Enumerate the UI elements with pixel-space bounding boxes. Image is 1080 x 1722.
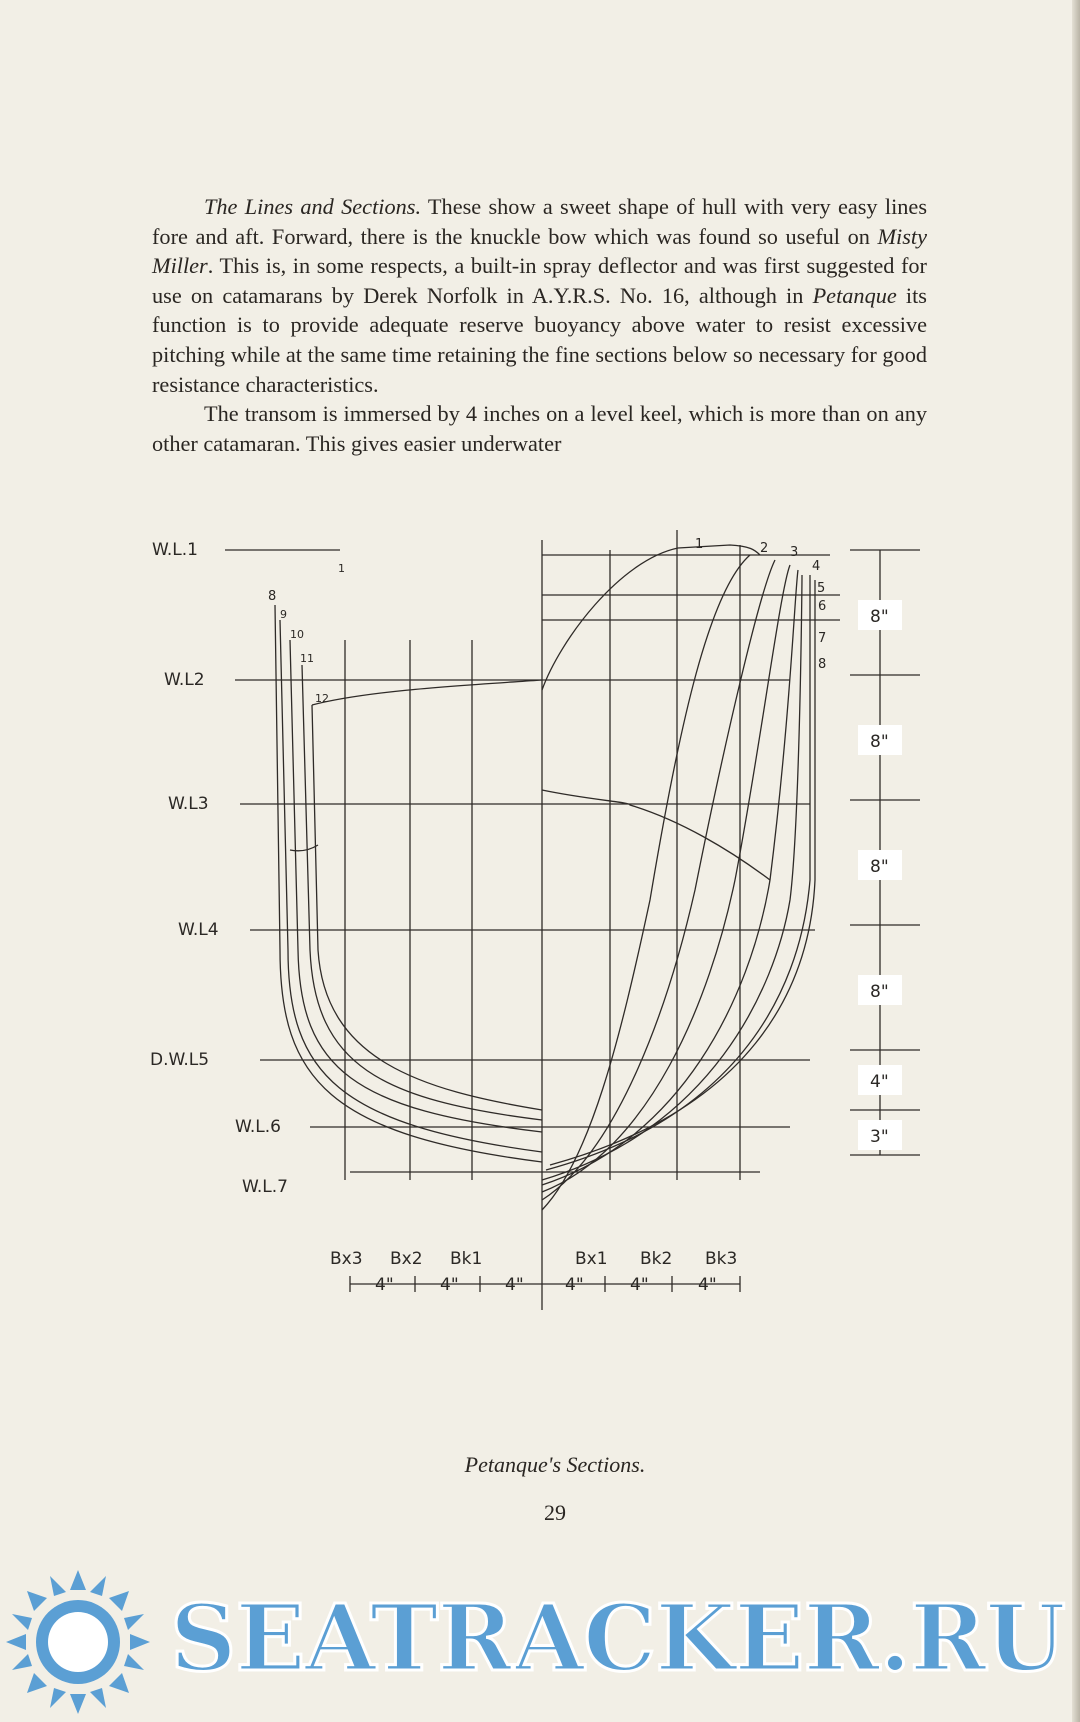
- spacing-label: 8": [870, 982, 889, 1002]
- stray-mark: 1: [338, 562, 345, 575]
- paragraph-1-italic-petanque: Petanque: [812, 282, 897, 308]
- wl-label: W.L.1: [152, 540, 198, 560]
- paragraph-1: [152, 192, 927, 399]
- station-label: 7: [818, 631, 827, 646]
- buttock-spacing: 4": [375, 1275, 394, 1295]
- spacing-label: 4": [870, 1072, 889, 1092]
- body-text: [152, 192, 927, 458]
- figure-caption: Petanque's Sections.: [464, 1452, 646, 1477]
- buttock-label: Bk3: [705, 1249, 738, 1269]
- station-label: 6: [818, 599, 827, 614]
- buttock-label: Bk1: [450, 1249, 483, 1269]
- paragraph-1-text-a: These show a sweet shape of hull with very easy lines fore and aft. Forward, there is the knuckle bow which was found so useful on: [152, 194, 927, 249]
- buttock-label: Bx2: [390, 1249, 423, 1269]
- buttock-spacing: 4": [505, 1275, 524, 1295]
- buttock-label: Bx3: [330, 1249, 363, 1269]
- station-label: 11: [300, 652, 314, 665]
- wl-label: W.L3: [168, 794, 209, 814]
- buttock-label: Bx1: [575, 1249, 608, 1269]
- station-label: 10: [290, 628, 304, 641]
- sun-icon: [6, 1570, 150, 1714]
- wl-label: W.L2: [164, 670, 205, 690]
- station-label: 12: [315, 692, 329, 705]
- buttock-spacing: 4": [630, 1275, 649, 1295]
- station-label: 5: [817, 581, 826, 596]
- spacing-label: 8": [870, 732, 889, 752]
- buttock-spacing: 4": [440, 1275, 459, 1295]
- buttock-spacing: 4": [565, 1275, 584, 1295]
- paragraph-2: The transom is immersed by 4 inches on a level keel, which is more than on any other catamaran. This gives easier underwater: [152, 401, 927, 456]
- station-label: 8: [818, 657, 827, 672]
- wl-label: W.L.7: [242, 1177, 288, 1197]
- paragraph-1-italic-misty: Misty Miller: [152, 223, 927, 279]
- paragraph-1-text-c: its function is to provide adequate reserve buoyancy above water to resist excessive pitching while at the same time retaining the fine sections below so necessary for good resistance characteristics.: [152, 282, 927, 397]
- page-number: 29: [544, 1500, 566, 1525]
- station-label: 9: [280, 608, 287, 621]
- station-label: 1: [695, 537, 704, 552]
- station-label: 8: [268, 589, 277, 604]
- station-label: 2: [760, 541, 769, 556]
- station-label: 3: [790, 545, 799, 560]
- watermark-text: SEATRACKER.RU: [170, 1584, 1065, 1692]
- buttock-label: Bk2: [640, 1249, 673, 1269]
- station-label: 4: [812, 559, 821, 574]
- spacing-label: 8": [870, 607, 889, 627]
- paragraph-1-text-b: . This is, in some respects, a built-in spray deflector and was first suggested for use on catamarans by Derek Norfolk in A.Y.R.S. No. 16, although in: [152, 253, 927, 308]
- buttock-spacing: 4": [698, 1275, 717, 1295]
- paragraph-1-lead: The Lines and Sections.: [204, 194, 422, 219]
- wl-label: W.L.6: [235, 1117, 281, 1137]
- hull-sections-diagram: [150, 520, 940, 1440]
- spacing-label: 8": [870, 857, 889, 877]
- wl-label: D.W.L5: [150, 1050, 210, 1070]
- spacing-label: 3": [870, 1127, 889, 1147]
- wl-label: W.L4: [178, 920, 219, 940]
